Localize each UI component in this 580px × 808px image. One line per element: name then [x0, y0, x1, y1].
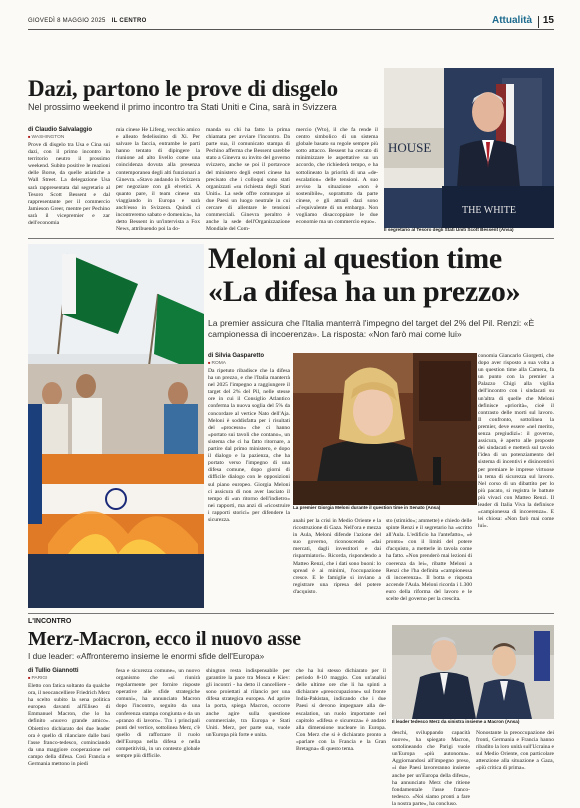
article2-col4: sto (stimido»; ammette) e chiedo delle spinte Renzi e il segretario ha «scritto all'Aula. L'edificio ha l'antefatto», «è pronto» con il limiti del potere d'acquisto, a metterle in tavola come ha fatto. «Non prenderò mai lezioni di coerenza da lei», ribatte Meloni a Renzi che l'ha definita «campionessa di incoerenza». Il botta e risposta accende l'Aula. Meloni ricorda i 1.300 euro della riforma del lavoro e le scelte del governo per la crescita. [386, 518, 472, 603]
meloni-photo-illustration [293, 353, 477, 505]
article2-title-line2: «La difesa ha un prezzo» [208, 275, 521, 308]
page-header [28, 16, 554, 30]
divider [28, 238, 554, 239]
article3-col4: che ha lui stesso dichiarato per il periodo 8-10 maggio. Con un'analisi delle ultime ore che li ha spinti a dichiarare «preoccupazione» sul fronte India-Pakistan, indicando che i due Paesi si devono impegnare alla de-escalation, un ruolo importante nel capitolo «difesa e sicurezza» è andato alla dimensione nucleare in Europa. Con Merz che si è dichiarato pronto a «parlare con la Francia e la Gran Bretagna» di questo tema. [296, 668, 386, 753]
photo-sign-text: HOUSE [388, 140, 432, 155]
article1-col4: mercio (Wto), il che fa rende il centro simbolico di un sistema globale basato su regole sempre più sotto attacco. Bessent ha cercato di minimizzare le aspettative su un accordo, che richiederà tempo, e ha sottolineato la priorità di una «de-escalation» delle tensioni. A suo avviso la situazione «non è sostenibile», soprattutto da parte cinese, e gli attuali dazi sono «l'equivalente di un embargo. Non vogliamo disaccoppiare le due economie ma un commercio equo». [296, 127, 378, 226]
article1-photo-caption: Il segretario al Tesoro degli Stati Uniti Scott Bessent (Ansa) [384, 227, 514, 232]
article2-photo-caption: La premier Giorgia Meloni durante il question time in Senato (Ansa) [293, 505, 441, 510]
photo-podium-text: THE WHITE [462, 205, 516, 216]
article3-merz-macron-photo [392, 625, 554, 719]
article2-dateline: ■ ROMA [208, 360, 290, 366]
article1-col3: manda su chi ha fatto la prima chiamata per avviare l'incontro. Da parte sua, il comunicato stampa di Pechino afferma che Bessent sarebbe stato a Ginevra su invito del governo svizzero, anche se poi il portavoce del ministero degli esteri cinese ha precisato che i colloqui sono stati organizzati «su richiesta degli Stati Uniti». La sede offre comunque ai due Paesi un luogo neutrale in cui cercare di allentare le tensioni commerciali. Ginevra peraltro è anche la sede dell'Organizzazione Mondiale del Com- [206, 127, 290, 233]
paper-name: IL CENTRO [111, 18, 147, 24]
article2-subtitle: La premier assicura che l'Italia manterrà l'impegno del target del 2% del Pil. Renzi: «È campionessa di incoerenza». La risposta: «Non farò mai come lui» [208, 318, 535, 339]
article3-col2: fesa e sicurezza comune», un nuovo organismo che «si riunirà regolarmente per fornire risposte operative alle sfide strategiche comuni», ha annunciato Macron dopo l'incontro, seguito da una conferenza stampa congiunta e da un «pranzo di lavoro». Tra i principali punti del vertice, sottolinea Merz, c'è quello di rafforzare il ruolo dell'Europa nella difesa e nella competitività, in un contesto globale sempre più difficile. [116, 668, 200, 760]
protest-photo-illustration [28, 244, 204, 608]
article3-col3: shington resta indispensabile per garantire la pace tra Mosca e Kiev: gli incontri - ha detto il cancelliere - sono proiettati al rilancio per una difesa strategica europea. Ad aprire la porta, spiega Macron, occorre anche agire sulla questione commerciale, tra Europa e Stati Uniti. Merz, per parte sua, vuole un'Europa più forte e unita. [206, 668, 290, 738]
article1-dateline: ■ WASHINGTON [28, 134, 98, 140]
article1-subtitle: Nel prossimo weekend il primo incontro tra Stati Uniti e Cina, sarà in Svizzera [28, 102, 337, 112]
article3-kicker: L'INCONTRO [28, 618, 72, 625]
article3-photo-caption: Il leader tedesco Merz da sinistra insieme a Macron (Ansa) [392, 719, 520, 724]
article3-title: Merz-Macron, ecco il nuovo asse [28, 628, 301, 650]
article1-author: di Claudio Salvalaggio [28, 127, 93, 133]
merz-macron-photo-illustration [392, 625, 554, 719]
page-number: 15 [542, 15, 554, 26]
article2-col5: conomia Giancarlo Giorgetti, che dopo aver risposto a sua volta a un question time alla Camera, fa un punto con la premier a Palazzo Chigi alla vigilia dell'incontro con i sindacati su un'altra di quelle che Meloni definisce «priorità», cioè il contrasto delle morti sul lavoro. Il confronto, sottolinea la premier, deve essere «nel merito, senza pregiudizi»: il governo, assicura, è aperto alle proposte dei sindacati e metterà sul tavolo l'idea di un potenziamento del sistema di incentivi e disincentivi per premiare le imprese virtuose in tema di sicurezza sul lavoro. Nel corso di un dibattito per lo più pacato, si registra le battute più vivaci con Matteo Renzi. Il leader di Italia Viva la definisce «campionessa di incoerenza». E lei chiosa: «Non farò mai come lui». [478, 353, 554, 530]
article1-byline [28, 127, 98, 140]
article3-byline [28, 668, 108, 681]
article3-col5: deschi, sviluppando capacità nuove», ha spiegato Macron, sottolineando che Parigi vuole un'Europa «più autonoma». Aggiornandosi all'impegno preso, «i due Paesi lavoreranno insieme anche per un'Europa della difesa», ha annunciato Merz che ritiene fondamentale l'asse franco-tedesco. «Noi siamo pronti a fare la nostra parte», ha concluso. [392, 730, 470, 807]
article1-col1: Prove di disgelo tra Usa e Cina sui dazi, con il primo incontro in territorio neutro il prossimo weekend. Subito positive le reazioni delle Borse, da quelle asiatiche a Wall Street. La delegazione Usa sarà rappresentata dal segretario al Tesoro Scott Bessent e dal rappresentante per il commercio Jamieson Greer, mentre per Pechino sarà il vicepremier e zar dell'economia [28, 142, 110, 227]
divider [28, 613, 554, 614]
article1-photo [384, 68, 554, 228]
article2-col3: anahi per la crisi in Medio Oriente e la ricostruzione di Gaza. Nell'ora e mezza in Aula, Meloni difende l'azione del suo governo, riconoscendo «dai mercati, dagli investitori e dai risparmiatori». Ricorda, rispondendo a Matteo Renzi, che i dati sono buoni: lo spread è ai minimi, l'occupazione cresce. E le famiglie si inviano a registrare una ripresa del potere d'acquisto. [293, 518, 381, 595]
section-label: Attualità [492, 15, 532, 26]
bessent-photo-illustration [384, 68, 554, 228]
article3-subtitle: I due leader: «Affronteremo insieme le enormi sfide dell'Europa» [28, 651, 265, 661]
article2-protest-photo [28, 244, 204, 608]
article3-author: di Tullio Giannotti [28, 668, 79, 674]
header-separator [538, 16, 539, 28]
article2-meloni-photo [293, 353, 477, 505]
header-date: GIOVEDÌ 8 MAGGIO 2025 IL CENTRO [28, 18, 147, 24]
article3-col1: Eletto con fatica soltanto da qualche ora, il neocancelliere Friedrich Merz ha scelto subito la sena politica europea davanti all'Eliseo di Emmanuel Macron, che lo ha definito «nuovo grande amico». Obiettivo dichiarato dei due leader ora è quello di rilanciare dalle basi l'asse franco-tedesco, cominciando da una maggiore cooperazione nel campo della difesa. Così Francia e Germania mettono in piedi [28, 683, 110, 768]
article3-dateline: ■ PARIGI [28, 675, 108, 681]
article2-byline [208, 353, 290, 366]
article1-col2: mia cinese He Lifeng, vecchio amico e alleato fedelissimo di Xi. Per salvare la faccia, entrambe le parti hanno tentato di dipingere la riunione ad alto livello come una coincidenza dovuta alla presenza contemporanea degli alti funzionari a Ginevra. «Stavo andando in Svizzera per negoziare con gli elvetici. A quanto pare, il team cinese sta viaggiando in Europa e sarà anch'esso in Svizzera. Quindi ci incontreremo sabato e domenica», ha detto Bessent in un'intervista a Fox News, attribuendo poi la do- [116, 127, 200, 233]
article3-col6: Nonostante la preoccupazione dei fronti, Germania e Francia hanno ribadito la loro unità sull'Ucraina e sul Medio Oriente, con particolare attenzione alla situazione a Gaza, «più critica di prima». [476, 730, 554, 772]
article1-title: Dazi, partono le prove di disgelo [28, 76, 338, 101]
article2-title-line1: Meloni al question time [208, 242, 502, 275]
article2-author: di Silvia Gasparetto [208, 353, 265, 359]
article2-col1: Da ripetuto ribadisce che la difesa ha un prezzo, e che l'Italia manterrà nel 2025 l'impegno a raggiungere il target del 2% del Pil, nelle stesse ore in cui il Consiglio Atlantico conferma la nuova soglia del 5% da concordare al vertice Nato dell'Aja. Meloni è soddisfatta per i risultati del «processo» che ci hanno «portato sui tavoli che contano», un sistema che ci ha fatto ritornare, a partire dal primo ministero, e dopo il dialogo e la pazienza, che ha portato verso l'impegno di una difesa comune, dopo giorni di difficile dialogo con le opposizioni sul piano europeo. Giorgia Meloni ci assicura di non aver lasciato il tempo di «un ritorno dell'indietro» nei rapporti, ma anzi di «ricostruire i rapporti storici» per difendere la sicurezza. [208, 368, 290, 523]
